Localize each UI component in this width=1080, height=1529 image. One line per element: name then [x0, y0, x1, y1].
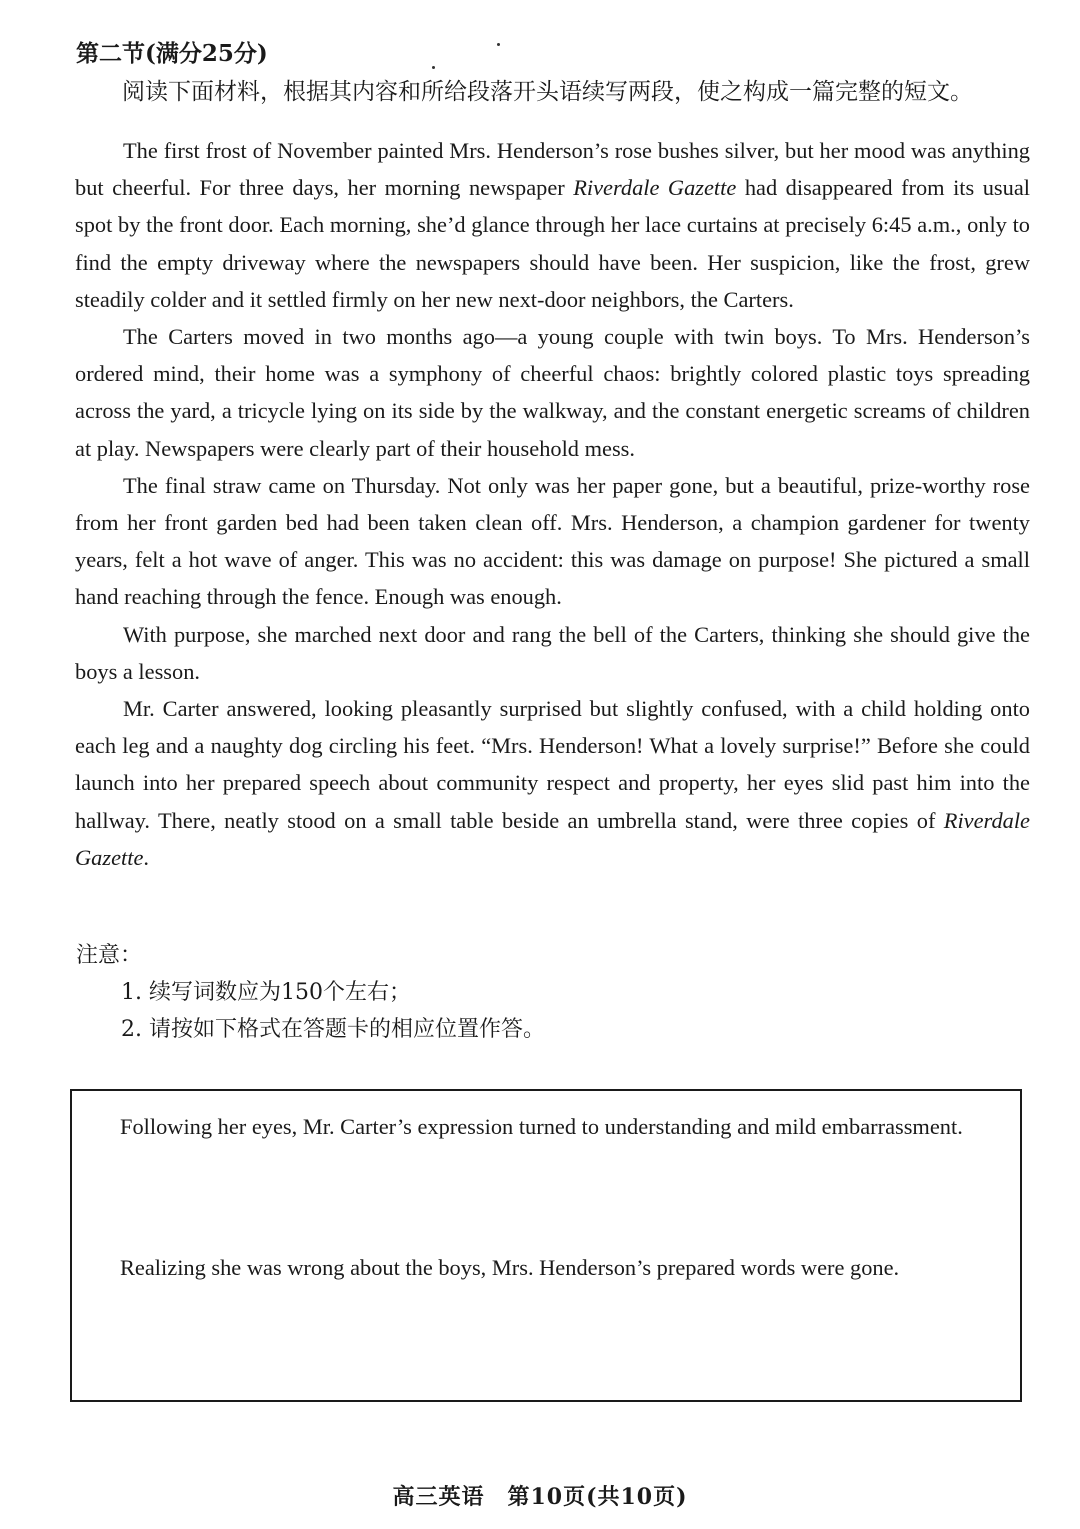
- passage-paragraph-1: The first frost of November painted Mrs. Henderson’s rose bushes silver, but her mood was anything but cheerful. For three days, her morning newspaper Riverdale Gazette had disappeared from its usual spot by the front door. Each morning, she’d glance through her lace curtains at precisely 6:45 a.m., only to find the empty driveway where the newspapers should have been. Her suspicion, like the frost, grew steadily colder and it settled firmly on her new next-door neighbors, the Carters.: [75, 138, 1031, 312]
- continuation-prompt-2: Realizing she was wrong about the boys, Mrs. Henderson’s prepared words were gone.: [120, 1255, 900, 1280]
- note-item: 2. 请按如下格式在答题卡的相应位置作答。: [121, 1017, 545, 1042]
- section-title: 第二节(满分25分): [76, 40, 268, 67]
- page-footer: 高三英语 第10页(共10页): [392, 1484, 688, 1510]
- scan-speck: [497, 43, 500, 46]
- scan-speck: [432, 66, 435, 69]
- passage-paragraph-2: The Carters moved in two months ago—a young couple with twin boys. To Mrs. Henderson’s ordered mind, their home was a symphony of cheerful chaos: brightly colored plastic toys spreading across the yard, a tricycle lying on its side by the walkway, and the constant energetic screams of children at play. Newspapers were clearly part of their household mess.: [75, 324, 1030, 461]
- newspaper-title: Riverdale Gazette: [573, 175, 737, 201]
- answer-format-box: [70, 1089, 1022, 1402]
- notes-section: [76, 937, 545, 1048]
- notes-label: 注意：: [76, 943, 143, 968]
- passage-paragraph-3: The final straw came on Thursday. Not only was her paper gone, but a beautiful, prize-worthy rose from her front garden bed had been taken clean off. Mrs. Henderson, a champion gardener for twenty years, felt a hot wave of anger. This was no accident: this was damage on purpose! She pictured a small hand reaching through the fence. Enough was enough.: [75, 472, 1030, 610]
- passage-paragraph-5: Mr. Carter answered, looking pleasantly surprised but slightly confused, with a child holding onto each leg and a naughty dog circling his feet. “Mrs. Henderson! What a lovely surprise!” Before she could launch into her prepared speech about community respect and property, her eyes slid past him into the hallway. There, neatly stood on a small table beside an umbrella stand, were three copies of Riverdale Gazette.: [75, 696, 1030, 870]
- newspaper-title: Riverdale Gazette: [75, 807, 1030, 870]
- reading-passage: [75, 132, 1030, 876]
- passage-paragraph-4: With purpose, she marched next door and rang the bell of the Carters, thinking she should give the boys a lesson.: [75, 621, 1030, 684]
- task-instruction: 阅读下面材料，根据其内容和所给段落开头语续写两段，使之构成一篇完整的短文。: [122, 79, 973, 105]
- note-item: 1. 续写词数应为150个左右；: [121, 980, 411, 1005]
- continuation-prompt-1: Following her eyes, Mr. Carter’s expression turned to understanding and mild embarrassment.: [120, 1114, 963, 1139]
